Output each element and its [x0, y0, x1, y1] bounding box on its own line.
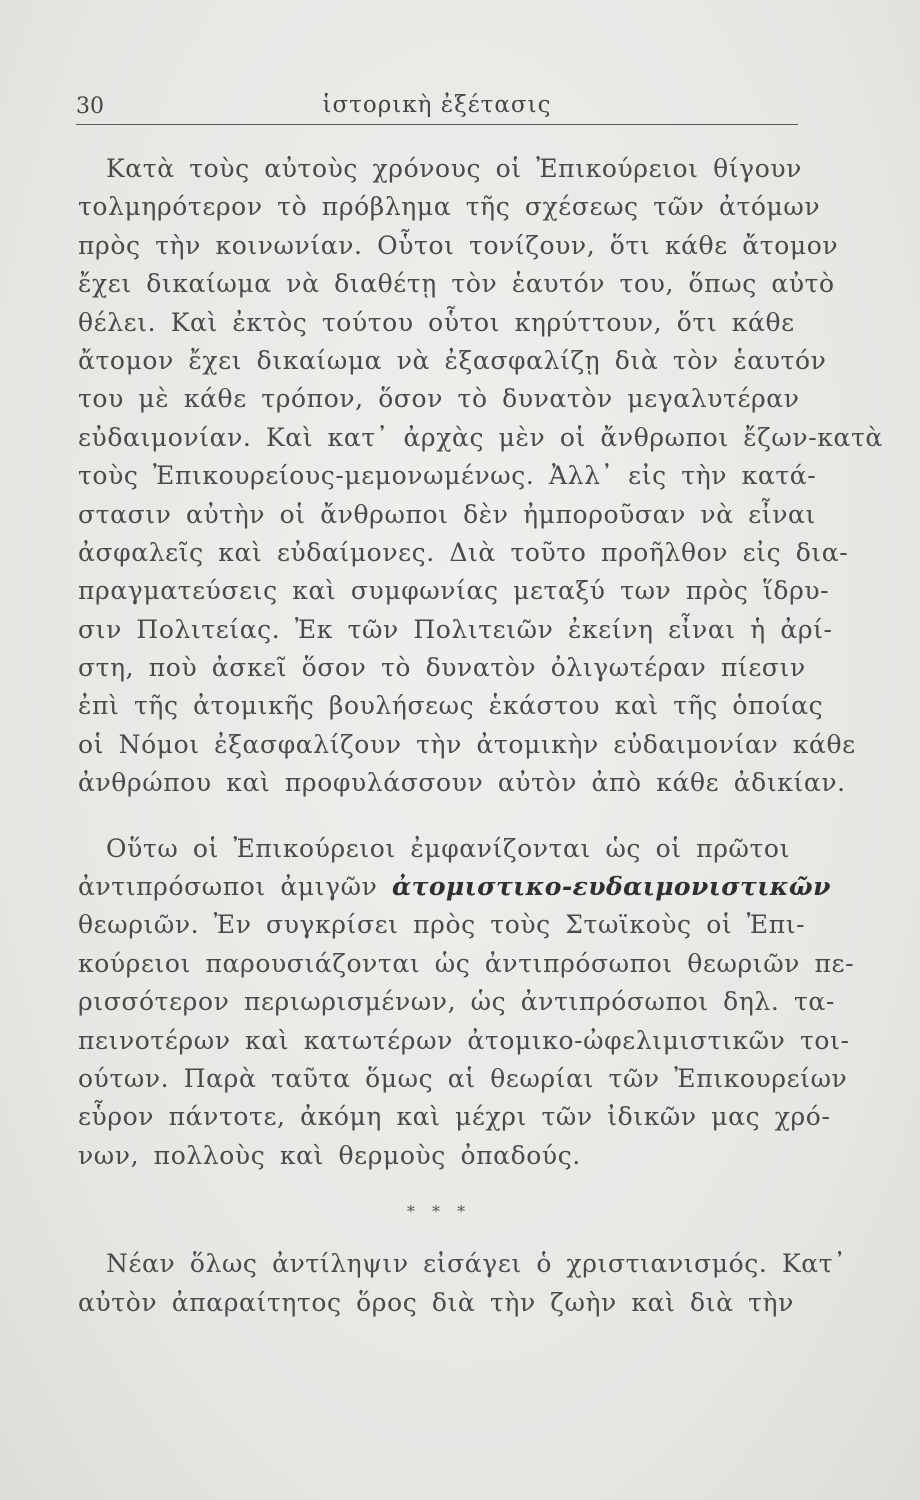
text-line: οἱ Νόμοι ἐξασφαλίζουν τὴν ἀτομικὴν εὐδαιμονίαν κάθε: [78, 729, 856, 759]
text-line: ἔχει δικαίωμα νὰ διαθέτῃ τὸν ἑαυτόν του, ὅπως αὐτὸ: [78, 269, 835, 299]
text-line: πραγματεύσεις καὶ συμφωνίας μεταξύ των πρὸς ἵδρυ-: [78, 576, 830, 606]
text-line: κούρειοι παρουσιάζονται ὡς ἀντιπρόσωποι θεωριῶν πε-: [78, 948, 855, 978]
text-line: σιν Πολιτείας. Ἐκ τῶν Πολιτειῶν ἐκείνη εἶναι ἡ ἀρί-: [78, 614, 833, 644]
paragraph-2: [78, 830, 855, 1176]
text-line: ρισσότερον περιωρισμένων, ὡς ἀντιπρόσωποι δηλ. τα-: [78, 987, 835, 1017]
text-line: Κατὰ τοὺς αὐτοὺς χρόνους οἱ Ἐπικούρειοι θίγουν: [106, 154, 802, 183]
text-line: τοὺς Ἐπικουρείους-μεμονωμένως. Ἀλλ᾽ εἰς τὴν κατά-: [78, 461, 817, 491]
text-span: ἀντιπρόσωποι ἀμιγῶν: [78, 872, 378, 902]
text-line: στασιν αὐτὴν οἱ ἄνθρωποι δὲν ἠμποροῦσαν νὰ εἶναι: [78, 499, 816, 529]
text-line: εὗρον πάντοτε, ἀκόμη καὶ μέχρι τῶν ἰδικῶν μας χρό-: [78, 1102, 831, 1132]
text-line: ἄτομον ἔχει δικαίωμα νὰ ἐξασφαλίζῃ διὰ τὸν ἑαυτόν: [78, 345, 827, 375]
header-rule: [76, 124, 798, 125]
text-line: του μὲ κάθε τρόπον, ὅσον τὸ δυνατὸν μεγαλυτέραν: [78, 384, 800, 414]
text-line: Νέαν ὅλως ἀντίληψιν εἰσάγει ὁ χριστιανισμός. Κατ᾽: [106, 1249, 847, 1279]
emphasized-term: ἀτομιστικο-ευδαιμονιστικῶν: [391, 872, 831, 902]
text-line: ἐπὶ τῆς ἀτομικῆς βουλήσεως ἑκάστου καὶ τῆς ὁποίας: [78, 691, 824, 721]
text-line: πρὸς τὴν κοινωνίαν. Οὗτοι τονίζουν, ὅτι κάθε ἄτομον: [78, 230, 839, 260]
running-head: ἱστορικὴ ἐξέτασις: [322, 92, 552, 118]
text-line: ἀσφαλεῖς καὶ εὐδαίμονες. Διὰ τοῦτο προῆλθον εἰς δια-: [78, 537, 849, 567]
page-number: 30: [76, 94, 104, 119]
text-line: αὐτὸν ἀπαραίτητος ὅρος διὰ τὴν ζωὴν καὶ διὰ τὴν: [78, 1287, 794, 1317]
text-line: εὐδαιμονίαν. Καὶ κατ᾽ ἀρχὰς μὲν οἱ ἄνθρωποι ἔζων-κατὰ: [78, 422, 883, 452]
paragraph-3: [78, 1245, 847, 1322]
text-line: ούτων. Παρὰ ταῦτα ὅμως αἱ θεωρίαι τῶν Ἐπικουρείων: [78, 1063, 848, 1093]
text-line: στη, ποὺ ἀσκεῖ ὅσον τὸ δυνατὸν ὀλιγωτέραν πίεσιν: [78, 653, 806, 683]
text-line: Οὕτω οἱ Ἐπικούρειοι ἐμφανίζονται ὡς οἱ πρῶτοι: [106, 833, 790, 863]
section-separator: * * *: [406, 1202, 472, 1222]
text-line: θέλει. Καὶ ἐκτὸς τούτου οὗτοι κηρύττουν, ὅτι κάθε: [78, 307, 795, 337]
page-header: [76, 90, 798, 126]
paragraph-1: [78, 150, 883, 803]
text-line: πεινοτέρων καὶ κατωτέρων ἀτομικο-ὠφελιμιστικῶν τοι-: [78, 1025, 850, 1055]
text-line: θεωριῶν. Ἐν συγκρίσει πρὸς τοὺς Στωϊκοὺς οἱ Ἐπι-: [78, 910, 806, 940]
text-line: τολμηρότερον τὸ πρόβλημα τῆς σχέσεως τῶν ἀτόμων: [78, 192, 821, 222]
body-text: [78, 150, 883, 1322]
text-line: ἀνθρώπου καὶ προφυλάσσουν αὐτὸν ἀπὸ κάθε ἀδικίαν.: [78, 768, 846, 798]
text-line: [78, 868, 831, 906]
paragraph-gap: [78, 803, 800, 830]
text-line: νων, πολλοὺς καὶ θερμοὺς ὀπαδούς.: [78, 1140, 581, 1170]
